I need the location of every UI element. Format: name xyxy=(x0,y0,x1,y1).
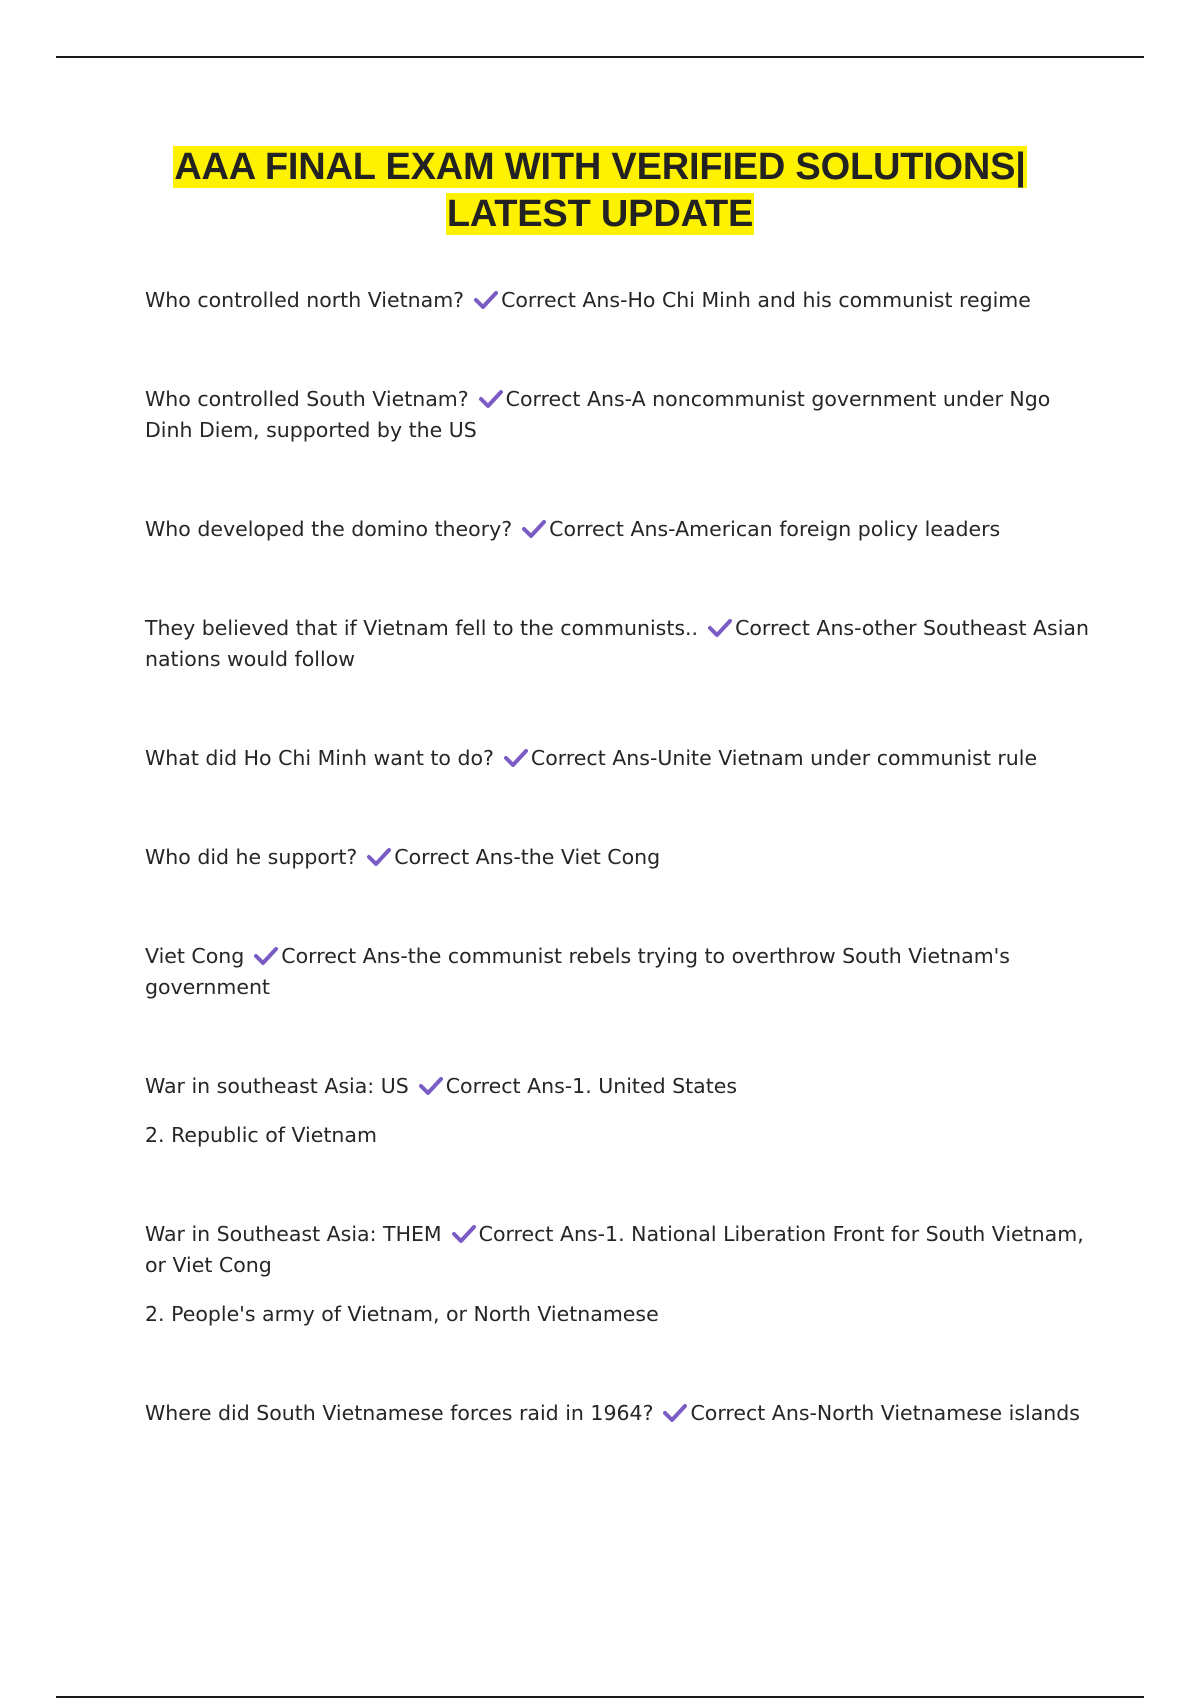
title-line-1: AAA FINAL EXAM WITH VERIFIED SOLUTIONS| xyxy=(174,146,1026,188)
bottom-rule xyxy=(56,1696,1144,1698)
question-text: Who developed the domino theory? xyxy=(145,517,513,541)
answer-continuation: 2. People's army of Vietnam, or North Vietnamese xyxy=(145,1302,659,1326)
question-text: What did Ho Chi Minh want to do? xyxy=(145,746,494,770)
qa-item xyxy=(145,285,1090,316)
qa-item xyxy=(145,743,1090,774)
question-text: Who controlled South Vietnam? xyxy=(145,387,469,411)
qa-item xyxy=(145,842,1090,873)
qa-item xyxy=(145,384,1090,446)
answer-text: Correct Ans-1. United States xyxy=(445,1074,738,1098)
checkmark-icon xyxy=(367,847,391,867)
qa-list xyxy=(145,285,1090,1497)
checkmark-icon xyxy=(254,946,278,966)
answer-text: Correct Ans-1. National Liberation Front for South Vietnam, or Viet Cong xyxy=(145,1222,1084,1277)
title-line-2: LATEST UPDATE xyxy=(446,193,754,235)
checkmark-icon xyxy=(708,618,732,638)
page-title xyxy=(100,144,1100,238)
answer-text: Correct Ans-Unite Vietnam under communist rule xyxy=(530,746,1038,770)
question-text: War in Southeast Asia: THEM xyxy=(145,1222,442,1246)
answer-text: Correct Ans-Ho Chi Minh and his communist regime xyxy=(501,288,1031,312)
checkmark-icon xyxy=(522,519,546,539)
answer-text: Correct Ans-the communist rebels trying to overthrow South Vietnam's government xyxy=(145,944,1010,999)
answer-text: Correct Ans-American foreign policy leaders xyxy=(549,517,1001,541)
answer-text: Correct Ans-North Vietnamese islands xyxy=(690,1401,1080,1425)
answer-continuation: 2. Republic of Vietnam xyxy=(145,1123,377,1147)
question-text: War in southeast Asia: US xyxy=(145,1074,409,1098)
question-text: They believed that if Vietnam fell to the communists.. xyxy=(145,616,699,640)
checkmark-icon xyxy=(504,748,528,768)
checkmark-icon xyxy=(663,1403,687,1423)
answer-text: Correct Ans-the Viet Cong xyxy=(394,845,661,869)
question-text: Who controlled north Vietnam? xyxy=(145,288,465,312)
question-text: Who did he support? xyxy=(145,845,358,869)
top-rule xyxy=(56,56,1144,58)
qa-item xyxy=(145,1398,1090,1429)
question-text: Where did South Vietnamese forces raid in 1964? xyxy=(145,1401,654,1425)
qa-item xyxy=(145,1219,1090,1330)
checkmark-icon xyxy=(474,290,498,310)
checkmark-icon xyxy=(479,389,503,409)
qa-item xyxy=(145,1071,1090,1151)
qa-item xyxy=(145,514,1090,545)
answer-text: Correct Ans-A noncommunist government under Ngo Dinh Diem, supported by the US xyxy=(145,387,1051,442)
qa-item xyxy=(145,941,1090,1003)
question-text: Viet Cong xyxy=(145,944,245,968)
answer-text: Correct Ans-other Southeast Asian nations would follow xyxy=(145,616,1089,671)
qa-item xyxy=(145,613,1090,675)
checkmark-icon xyxy=(419,1076,443,1096)
checkmark-icon xyxy=(452,1224,476,1244)
